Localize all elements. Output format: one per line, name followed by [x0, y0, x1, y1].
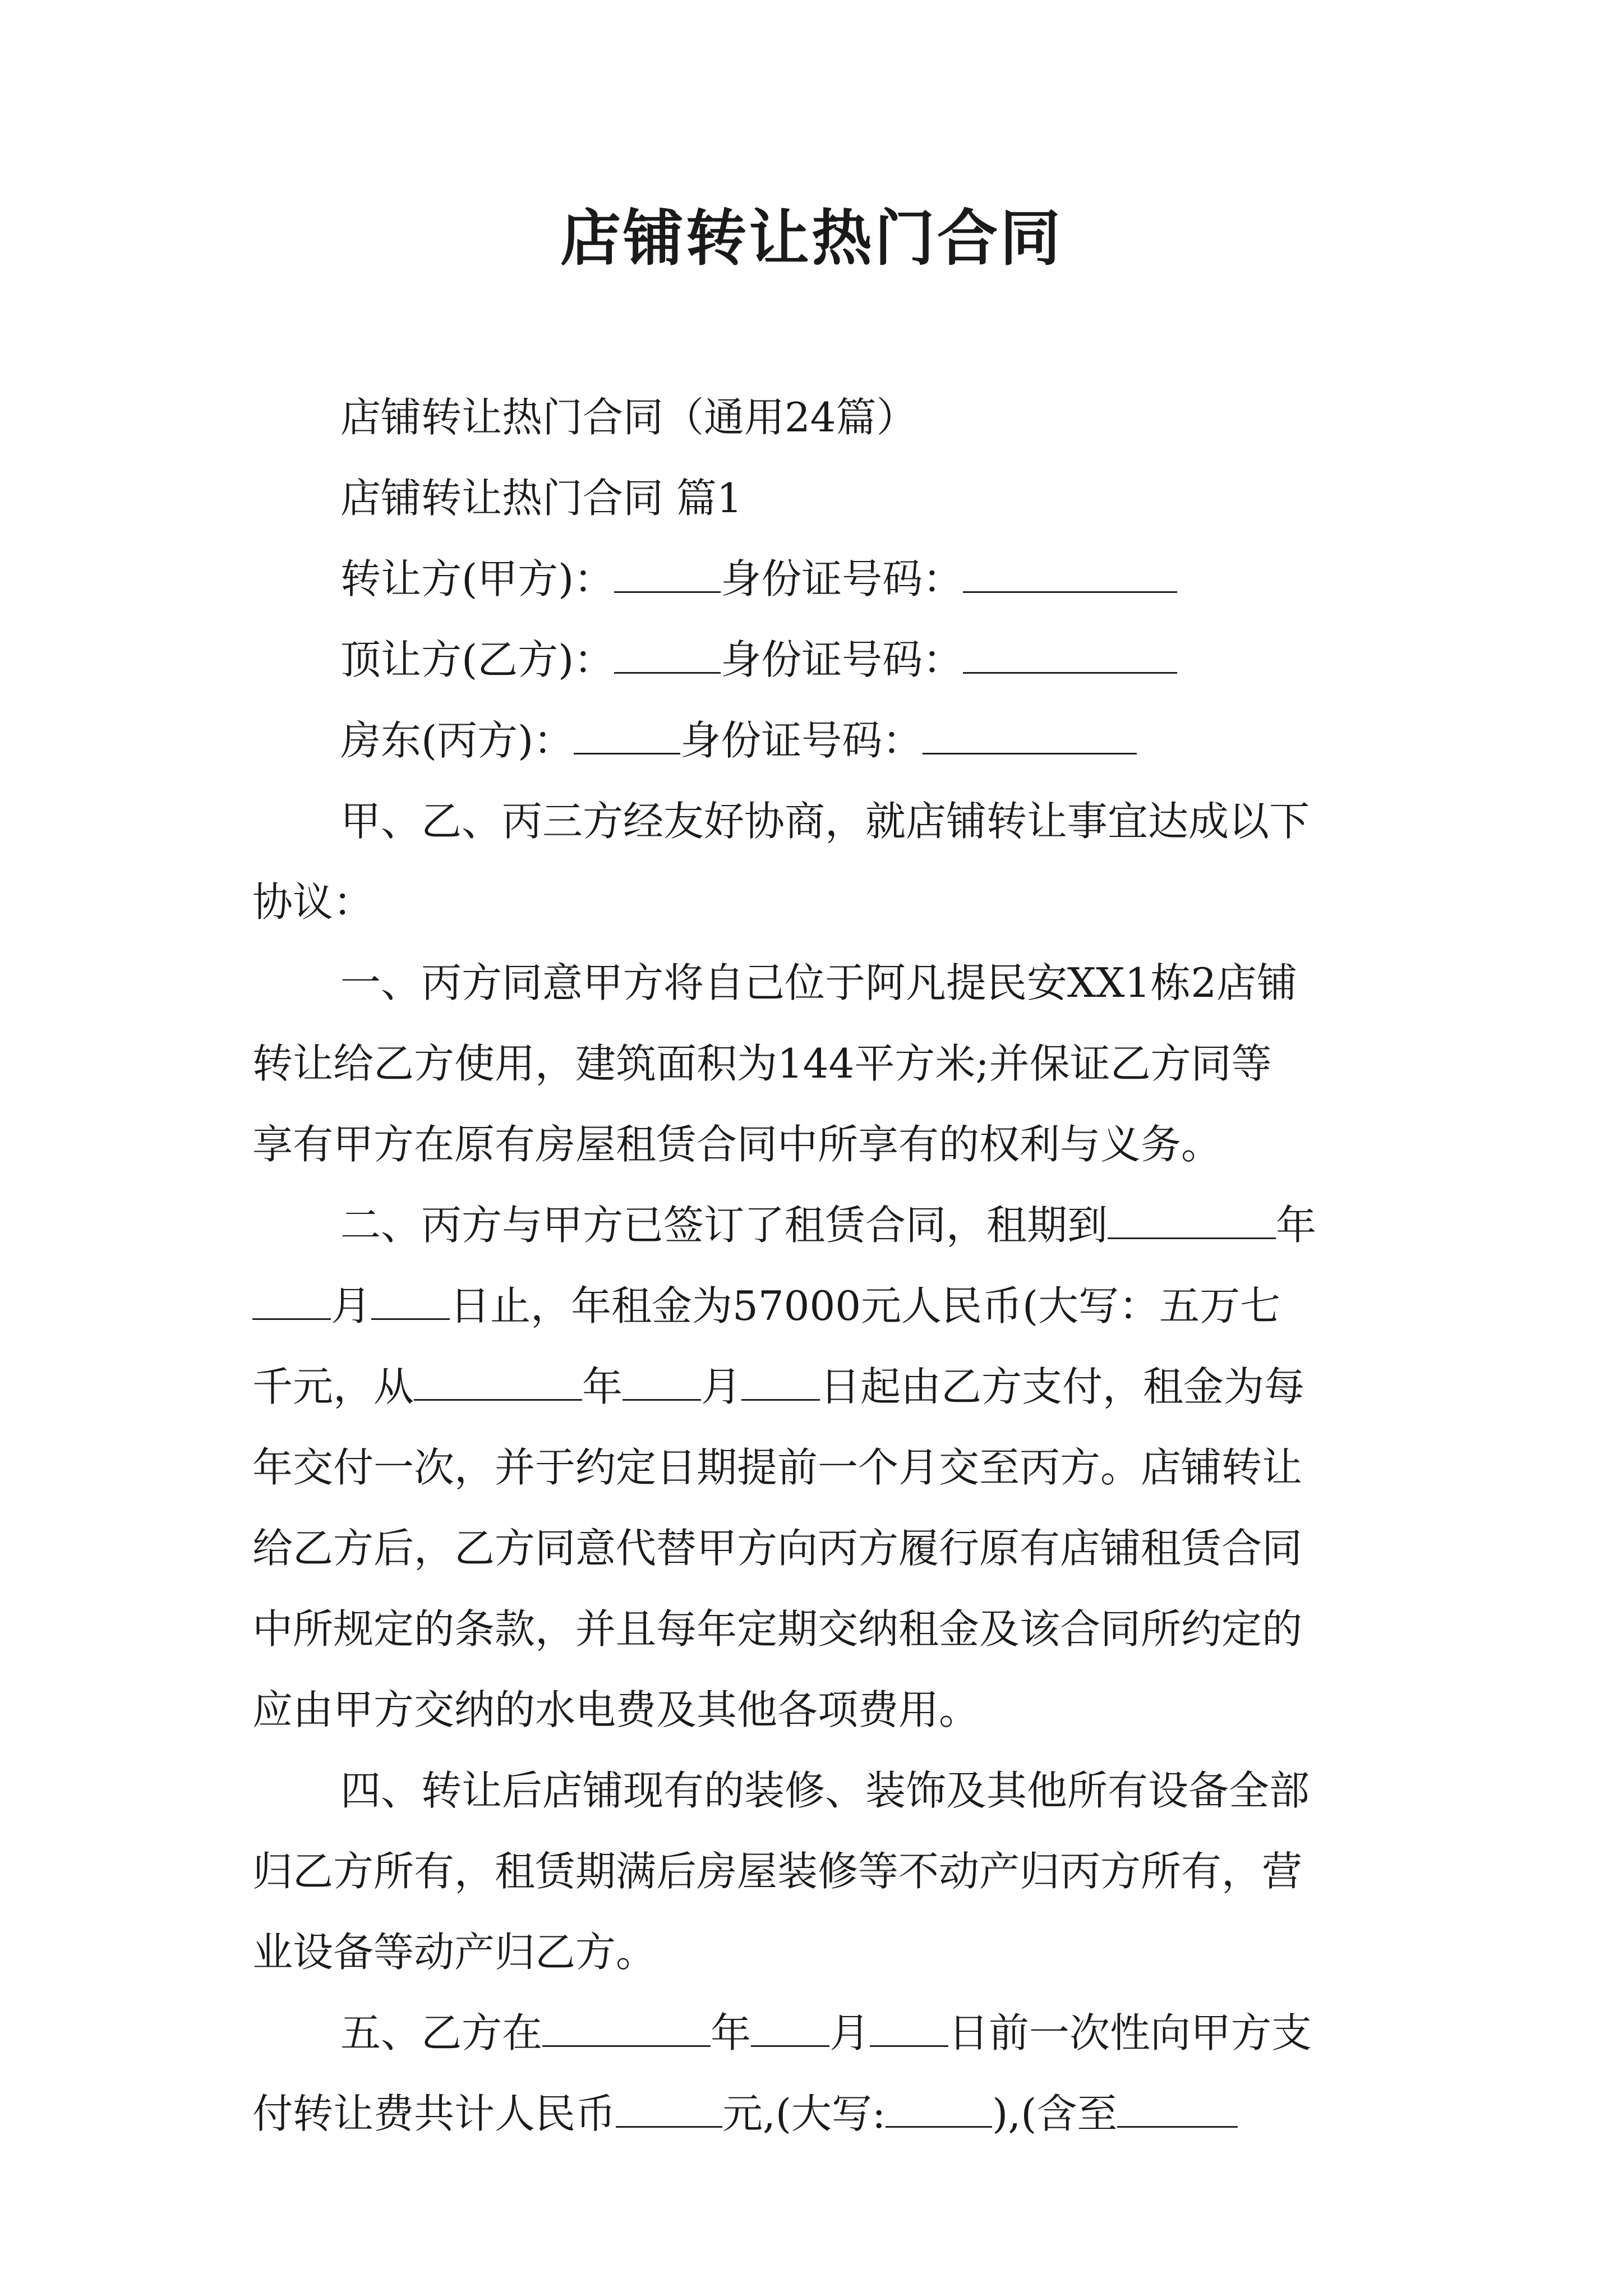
pay-start-month-blank — [623, 1365, 701, 1401]
clause-4-line: 业设备等动产归乙方。 — [252, 1929, 657, 1976]
lease-end-month-blank — [252, 1285, 331, 1320]
party-b-id-blank — [963, 638, 1177, 674]
party-a-id-blank — [963, 558, 1177, 593]
lease-end-day-blank — [371, 1285, 450, 1320]
lease-end-year-blank — [1108, 1204, 1276, 1239]
document-body — [252, 377, 1391, 2154]
subtitle: 店铺转让热门合同（通用24篇） — [340, 394, 917, 441]
paragraph-line: 甲、乙、丙三方经友好协商，就店铺转让事宜达成以下 — [340, 798, 1310, 845]
party-c-id-blank — [923, 719, 1137, 754]
clause-2-line: 月 日止，年租金为57000元人民币(大写：五万七 — [252, 1266, 1391, 1346]
clause-5-line: 五、乙方在 年 月 日前一次性向甲方支 — [340, 2009, 1312, 2056]
section-heading: 店铺转让热门合同 篇1 — [340, 475, 743, 522]
clause-1-line: 一、丙方同意甲方将自己位于阿凡提民安XX1栋2店铺 — [340, 959, 1298, 1006]
clause-1-line: 转让给乙方使用，建筑面积为144平方米;并保证乙方同等 — [252, 1040, 1272, 1087]
payment-year-blank — [542, 2012, 711, 2047]
clause-2-line: 给乙方后，乙方同意代替甲方向丙方履行原有店铺租赁合同 — [252, 1525, 1303, 1572]
clause-2-line: 千元，从 年 月 日起由乙方支付，租金为每 — [252, 1363, 1305, 1410]
fee-capital-blank — [886, 2092, 992, 2128]
fee-until-blank — [1117, 2092, 1238, 2128]
clause-4-line: 四、转让后店铺现有的装修、装饰及其他所有设备全部 — [340, 1767, 1310, 1814]
party-b-name-blank — [614, 638, 721, 674]
clause-5-line: 付转让费共计人民币 元,(大写: ),(含至 — [252, 2073, 1391, 2154]
document-title: 店铺转让热门合同 — [560, 203, 1063, 274]
clause-2-line: 年交付一次，并于约定日期提前一个月交至丙方。店铺转让 — [252, 1444, 1303, 1491]
clause-2-line: 应由甲方交纳的水电费及其他各项费用。 — [252, 1686, 980, 1733]
party-c-name-blank — [574, 719, 680, 754]
clause-4-line: 归乙方所有，租赁期满后房屋装修等不动产归丙方所有，营 — [252, 1848, 1303, 1895]
pay-start-year-blank — [414, 1365, 582, 1401]
payment-month-blank — [751, 2012, 829, 2047]
party-a-line: 转让方(甲方)： 身份证号码： — [252, 539, 1391, 619]
party-b-line: 顶让方(乙方)： 身份证号码： — [252, 619, 1391, 700]
paragraph-line: 协议： — [252, 878, 374, 926]
party-c-line: 房东(丙方)： 身份证号码： — [252, 700, 1391, 781]
pay-start-day-blank — [741, 1365, 820, 1401]
payment-day-blank — [870, 2012, 948, 2047]
fee-amount-blank — [616, 2092, 722, 2128]
party-a-name-blank — [614, 558, 721, 593]
clause-2-line: 中所规定的条款，并且每年定期交纳租金及该合同所约定的 — [252, 1605, 1303, 1653]
clause-1-line: 享有甲方在原有房屋租赁合同中所享有的权利与义务。 — [252, 1121, 1222, 1168]
clause-2-line: 二、丙方与甲方已签订了租赁合同，租期到 年 — [340, 1202, 1317, 1249]
